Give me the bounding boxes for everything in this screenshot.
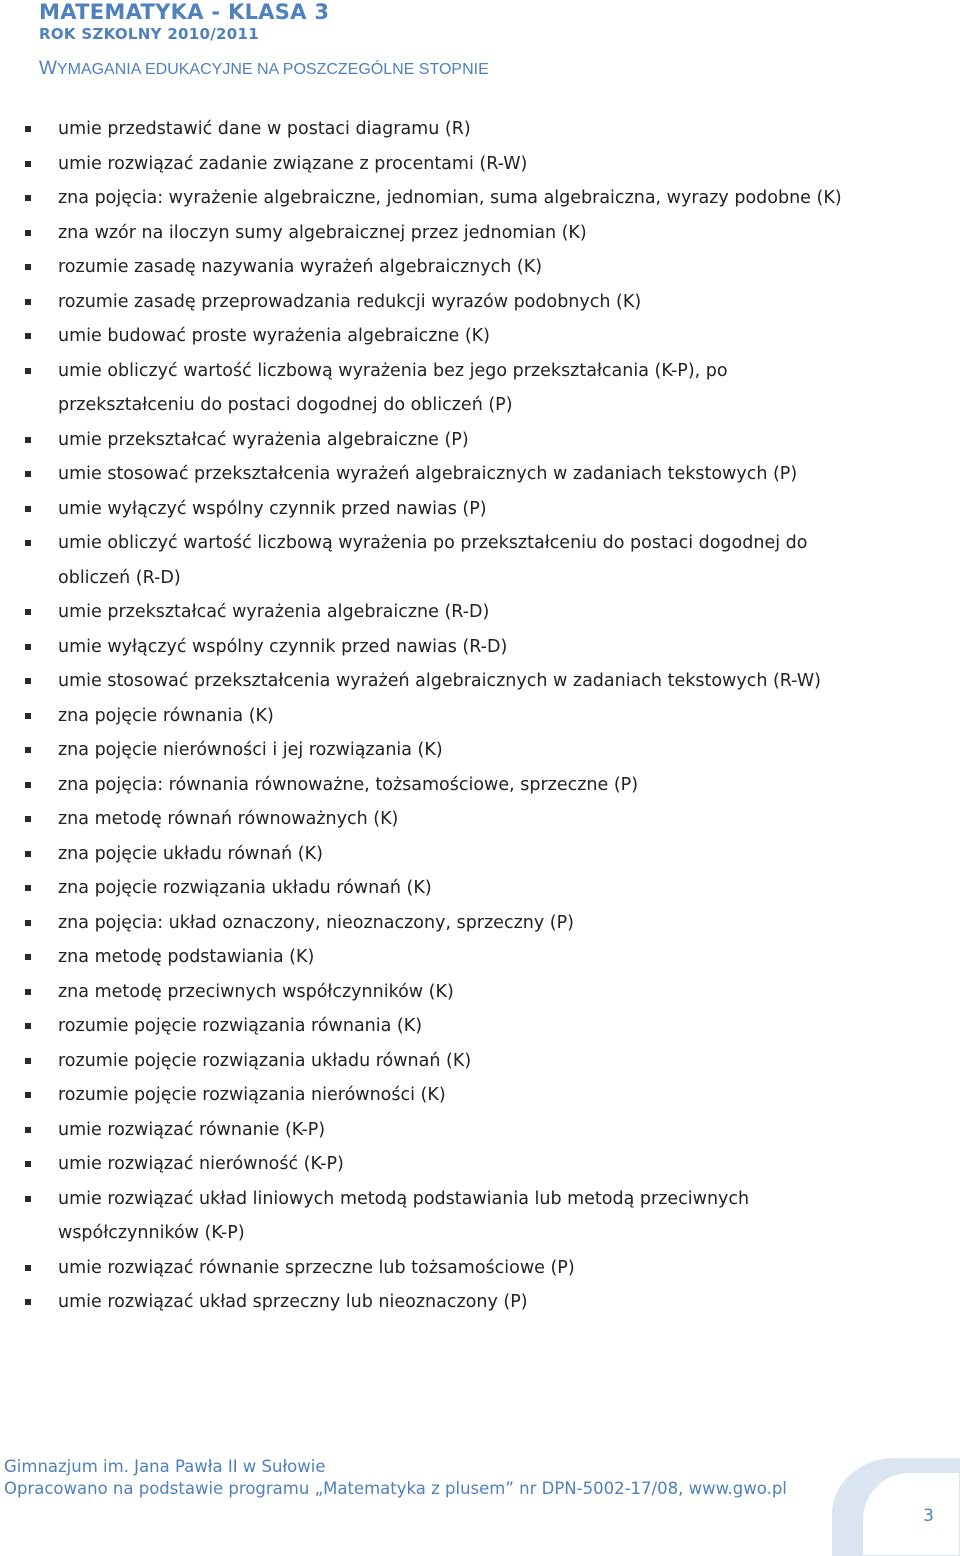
- list-item: [0, 181, 848, 216]
- square-bullet-icon: [25, 885, 31, 891]
- list-item-text: umie obliczyć wartość liczbową wyrażenia po przekształceniu do postaci dogodnej do obliczeń (R-D): [58, 533, 808, 588]
- requirements-list: [0, 112, 960, 1320]
- list-item-text: umie rozwiązać równanie sprzeczne lub tożsamościowe (P): [58, 1257, 575, 1278]
- list-item-text: umie wyłączyć wspólny czynnik przed nawias (P): [58, 498, 487, 519]
- list-item-text: umie przekształcać wyrażenia algebraiczne (R-D): [58, 602, 490, 622]
- list-item-text: zna metodę przeciwnych współczynników (K): [58, 981, 454, 1002]
- list-item-text: zna metodę podstawiania (K): [58, 947, 315, 967]
- list-item: [0, 595, 848, 630]
- list-item-text: umie rozwiązać zadanie związane z procentami (R-W): [58, 153, 528, 174]
- list-item-text: rozumie pojęcie rozwiązania nierówności (K): [58, 1085, 446, 1105]
- page-footer: [4, 1456, 787, 1500]
- list-item: [0, 906, 848, 941]
- list-item: [0, 457, 848, 492]
- list-item-text: zna pojęcia: układ oznaczony, nieoznaczony, sprzeczny (P): [58, 912, 574, 933]
- square-bullet-icon: [25, 1161, 31, 1167]
- square-bullet-icon: [25, 1023, 31, 1029]
- list-item-text: umie obliczyć wartość liczbową wyrażenia bez jego przekształcania (K-P), po przekształceniu do postaci dogodnej do obliczeń (P): [58, 360, 728, 415]
- list-item-text: umie przedstawić dane w postaci diagramu (R): [58, 119, 471, 139]
- square-bullet-icon: [25, 920, 31, 926]
- square-bullet-icon: [25, 161, 31, 167]
- list-item-text: zna pojęcie nierówności i jej rozwiązania (K): [58, 740, 443, 760]
- square-bullet-icon: [25, 126, 31, 132]
- list-item-text: zna pojęcie równania (K): [58, 705, 274, 726]
- square-bullet-icon: [25, 195, 31, 201]
- square-bullet-icon: [25, 437, 31, 443]
- list-item-text: zna wzór na iloczyn sumy algebraicznej przez jednomian (K): [58, 222, 587, 243]
- square-bullet-icon: [25, 368, 31, 374]
- square-bullet-icon: [25, 1265, 31, 1271]
- square-bullet-icon: [25, 1299, 31, 1305]
- square-bullet-icon: [25, 1058, 31, 1064]
- list-item-text: zna pojęcie układu równań (K): [58, 843, 323, 864]
- list-item: [0, 1113, 848, 1148]
- list-item-text: rozumie pojęcie rozwiązania układu równań (K): [58, 1050, 472, 1071]
- footer-school: Gimnazjum im. Jana Pawła II w Sułowie: [4, 1457, 326, 1476]
- document-title: MATEMATYKA - KLASA 3: [39, 0, 330, 24]
- list-item: [0, 975, 848, 1010]
- square-bullet-icon: [25, 989, 31, 995]
- page-header: [39, 0, 489, 81]
- list-item-text: umie stosować przekształcenia wyrażeń algebraicznych w zadaniach tekstowych (R-W): [58, 671, 821, 691]
- list-item-text: umie rozwiązać nierówność (K-P): [58, 1154, 344, 1174]
- square-bullet-icon: [25, 644, 31, 650]
- list-item: [0, 871, 848, 906]
- list-item: [0, 1009, 848, 1044]
- square-bullet-icon: [25, 747, 31, 753]
- square-bullet-icon: [25, 954, 31, 960]
- list-item-text: zna metodę równań równoważnych (K): [58, 809, 399, 829]
- square-bullet-icon: [25, 1127, 31, 1133]
- list-item: [0, 940, 848, 975]
- footer-source: Opracowano na podstawie programu „Matematyka z plusem” nr DPN-5002-17/08, www.gwo.pl: [4, 1479, 787, 1498]
- list-item: [0, 1251, 848, 1286]
- list-item: [0, 250, 848, 285]
- square-bullet-icon: [25, 471, 31, 477]
- list-item: [0, 319, 848, 354]
- list-item-text: umie wyłączyć wspólny czynnik przed nawias (R-D): [58, 636, 508, 657]
- list-item: [0, 1182, 848, 1251]
- list-item: [0, 664, 848, 699]
- list-item: [0, 526, 848, 595]
- square-bullet-icon: [25, 540, 31, 546]
- list-item: [0, 802, 848, 837]
- square-bullet-icon: [25, 299, 31, 305]
- square-bullet-icon: [25, 1196, 31, 1202]
- square-bullet-icon: [25, 609, 31, 615]
- list-item-text: umie rozwiązać układ sprzeczny lub nieoznaczony (P): [58, 1292, 528, 1312]
- list-item: [0, 1078, 848, 1113]
- section-heading-rest: YMAGANIA EDUKACYJNE NA POSZCZEGÓLNE STOPNIE: [56, 61, 489, 78]
- list-item-text: rozumie zasadę nazywania wyrażeń algebraicznych (K): [58, 257, 543, 277]
- list-item-text: umie rozwiązać równanie (K-P): [58, 1119, 326, 1140]
- list-item-text: zna pojęcia: wyrażenie algebraiczne, jednomian, suma algebraiczna, wyrazy podobne (K): [58, 188, 842, 208]
- list-item-text: zna pojęcie rozwiązania układu równań (K): [58, 878, 432, 898]
- list-item: [0, 733, 848, 768]
- list-item: [0, 1044, 848, 1079]
- list-item: [0, 354, 848, 423]
- list-item: [0, 630, 848, 665]
- list-item-text: umie budować proste wyrażenia algebraiczne (K): [58, 326, 490, 346]
- square-bullet-icon: [25, 713, 31, 719]
- list-item: [0, 423, 848, 458]
- list-item-text: rozumie pojęcie rozwiązania równania (K): [58, 1016, 423, 1036]
- section-heading: [39, 58, 489, 81]
- list-item: [0, 492, 848, 527]
- list-item: [0, 285, 848, 320]
- list-item: [0, 837, 848, 872]
- list-item-text: umie przekształcać wyrażenia algebraiczne (P): [58, 429, 469, 450]
- square-bullet-icon: [25, 816, 31, 822]
- square-bullet-icon: [25, 506, 31, 512]
- list-item: [0, 147, 848, 182]
- school-year: ROK SZKOLNY 2010/2011: [39, 25, 259, 43]
- list-item: [0, 1285, 848, 1320]
- page-number: 3: [923, 1506, 934, 1526]
- list-item: [0, 216, 848, 251]
- square-bullet-icon: [25, 851, 31, 857]
- list-item-text: rozumie zasadę przeprowadzania redukcji wyrazów podobnych (K): [58, 291, 642, 312]
- square-bullet-icon: [25, 782, 31, 788]
- list-item-text: umie rozwiązać układ liniowych metodą podstawiania lub metodą przeciwnych współczynników (K-P): [58, 1188, 750, 1243]
- square-bullet-icon: [25, 264, 31, 270]
- square-bullet-icon: [25, 678, 31, 684]
- list-item-text: umie stosować przekształcenia wyrażeń algebraicznych w zadaniach tekstowych (P): [58, 464, 798, 484]
- list-item: [0, 1147, 848, 1182]
- list-item-text: zna pojęcia: równania równoważne, tożsamościowe, sprzeczne (P): [58, 774, 639, 795]
- square-bullet-icon: [25, 1092, 31, 1098]
- list-item: [0, 112, 848, 147]
- section-heading-initial: W: [39, 58, 57, 79]
- page-corner-decoration: [832, 1458, 960, 1556]
- square-bullet-icon: [25, 333, 31, 339]
- list-item: [0, 699, 848, 734]
- list-item: [0, 768, 848, 803]
- square-bullet-icon: [25, 230, 31, 236]
